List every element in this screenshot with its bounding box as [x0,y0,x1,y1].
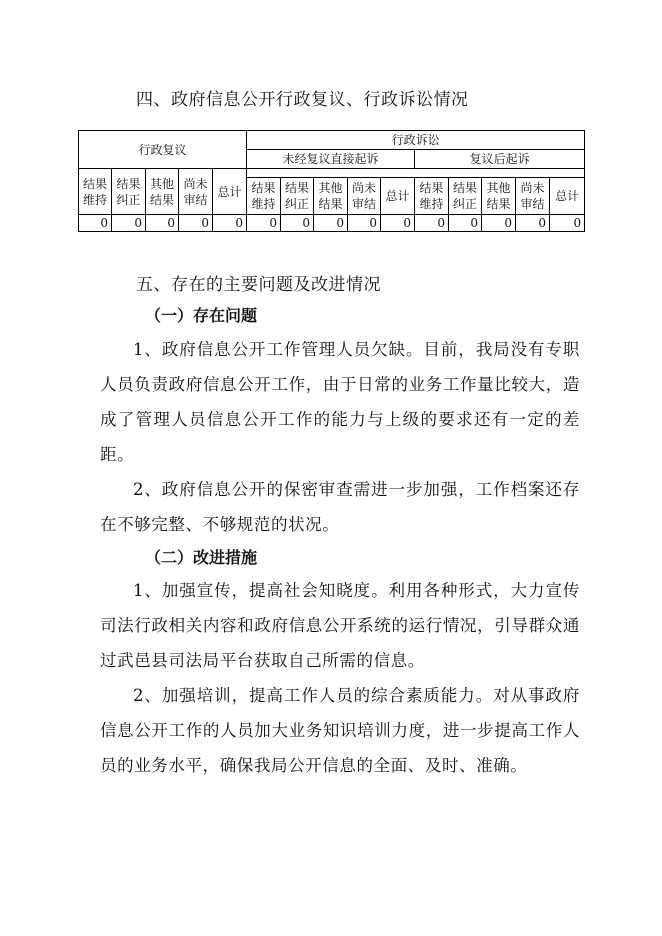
col-label-direct-corrected: 结果 纠正 [281,178,314,215]
col-label-review-total: 总计 [213,169,247,215]
admin-review-header: 行政复议 [79,131,247,169]
after-review-suit-header: 复议后起诉 [415,150,585,169]
value-cell: 0 [415,215,449,232]
value-cell: 0 [281,215,314,232]
value-cell: 0 [112,215,146,232]
value-cell: 0 [146,215,179,232]
problem-paragraph-2: 2、政府信息公开的保密审查需进一步加强，工作档案还存在不够完整、不够规范的状况。 [100,480,580,534]
label-spacer [247,169,585,178]
col-label-after-other: 其他 结果 [482,178,516,215]
subheading-measures: （二）改进措施 [145,548,258,567]
value-cell: 0 [449,215,482,232]
col-label-direct-total: 总计 [381,178,415,215]
section-four-heading: 四、政府信息公开行政复议、行政诉讼情况 [136,90,469,110]
value-cell: 0 [213,215,247,232]
measure-paragraph-1: 1、加强宣传，提高社会知晓度。利用各种形式，大力宣传司法行政相关内容和政府信息公开系统的运行情况，引导群众通过武邑县司法局平台获取自己所需的信息。 [100,581,580,670]
col-label-review-corrected: 结果 纠正 [112,169,146,215]
section-five-heading: 五、存在的主要问题及改进情况 [136,275,381,295]
col-label-after-pending: 尚未 审结 [516,178,550,215]
col-label-direct-upheld: 结果 维持 [247,178,281,215]
col-label-after-corrected: 结果 纠正 [449,178,482,215]
value-cell: 0 [79,215,112,232]
review-litigation-table [78,130,585,232]
value-cell: 0 [550,215,585,232]
value-cell: 0 [314,215,348,232]
col-label-review-other: 其他 结果 [146,169,179,215]
admin-litigation-header: 行政诉讼 [247,131,585,150]
measure-paragraph-2: 2、加强培训，提高工作人员的综合素质能力。对从事政府信息公开工作的人员加大业务知识培训力度，进一步提高工作人员的业务水平，确保我局公开信息的全面、及时、准确。 [100,686,580,775]
col-label-after-upheld: 结果 维持 [415,178,449,215]
col-label-direct-other: 其他 结果 [314,178,348,215]
value-cell: 0 [482,215,516,232]
problem-paragraph-1: 1、政府信息公开工作管理人员欠缺。目前，我局没有专职人员负责政府信息公开工作，由于日常的业务工作量比较大，造成了管理人员信息公开工作的能力与上级的要求还有一定的差距。 [100,340,580,464]
col-label-review-pending: 尚未 审结 [179,169,213,215]
col-label-direct-pending: 尚未 审结 [348,178,381,215]
value-cell: 0 [179,215,213,232]
value-cell: 0 [381,215,415,232]
value-cell: 0 [247,215,281,232]
subheading-problems: （一）存在问题 [145,306,258,325]
direct-suit-header: 未经复议直接起诉 [247,150,415,169]
col-label-after-total: 总计 [550,178,585,215]
value-cell: 0 [516,215,550,232]
col-label-review-upheld: 结果 维持 [79,169,112,215]
value-cell: 0 [348,215,381,232]
